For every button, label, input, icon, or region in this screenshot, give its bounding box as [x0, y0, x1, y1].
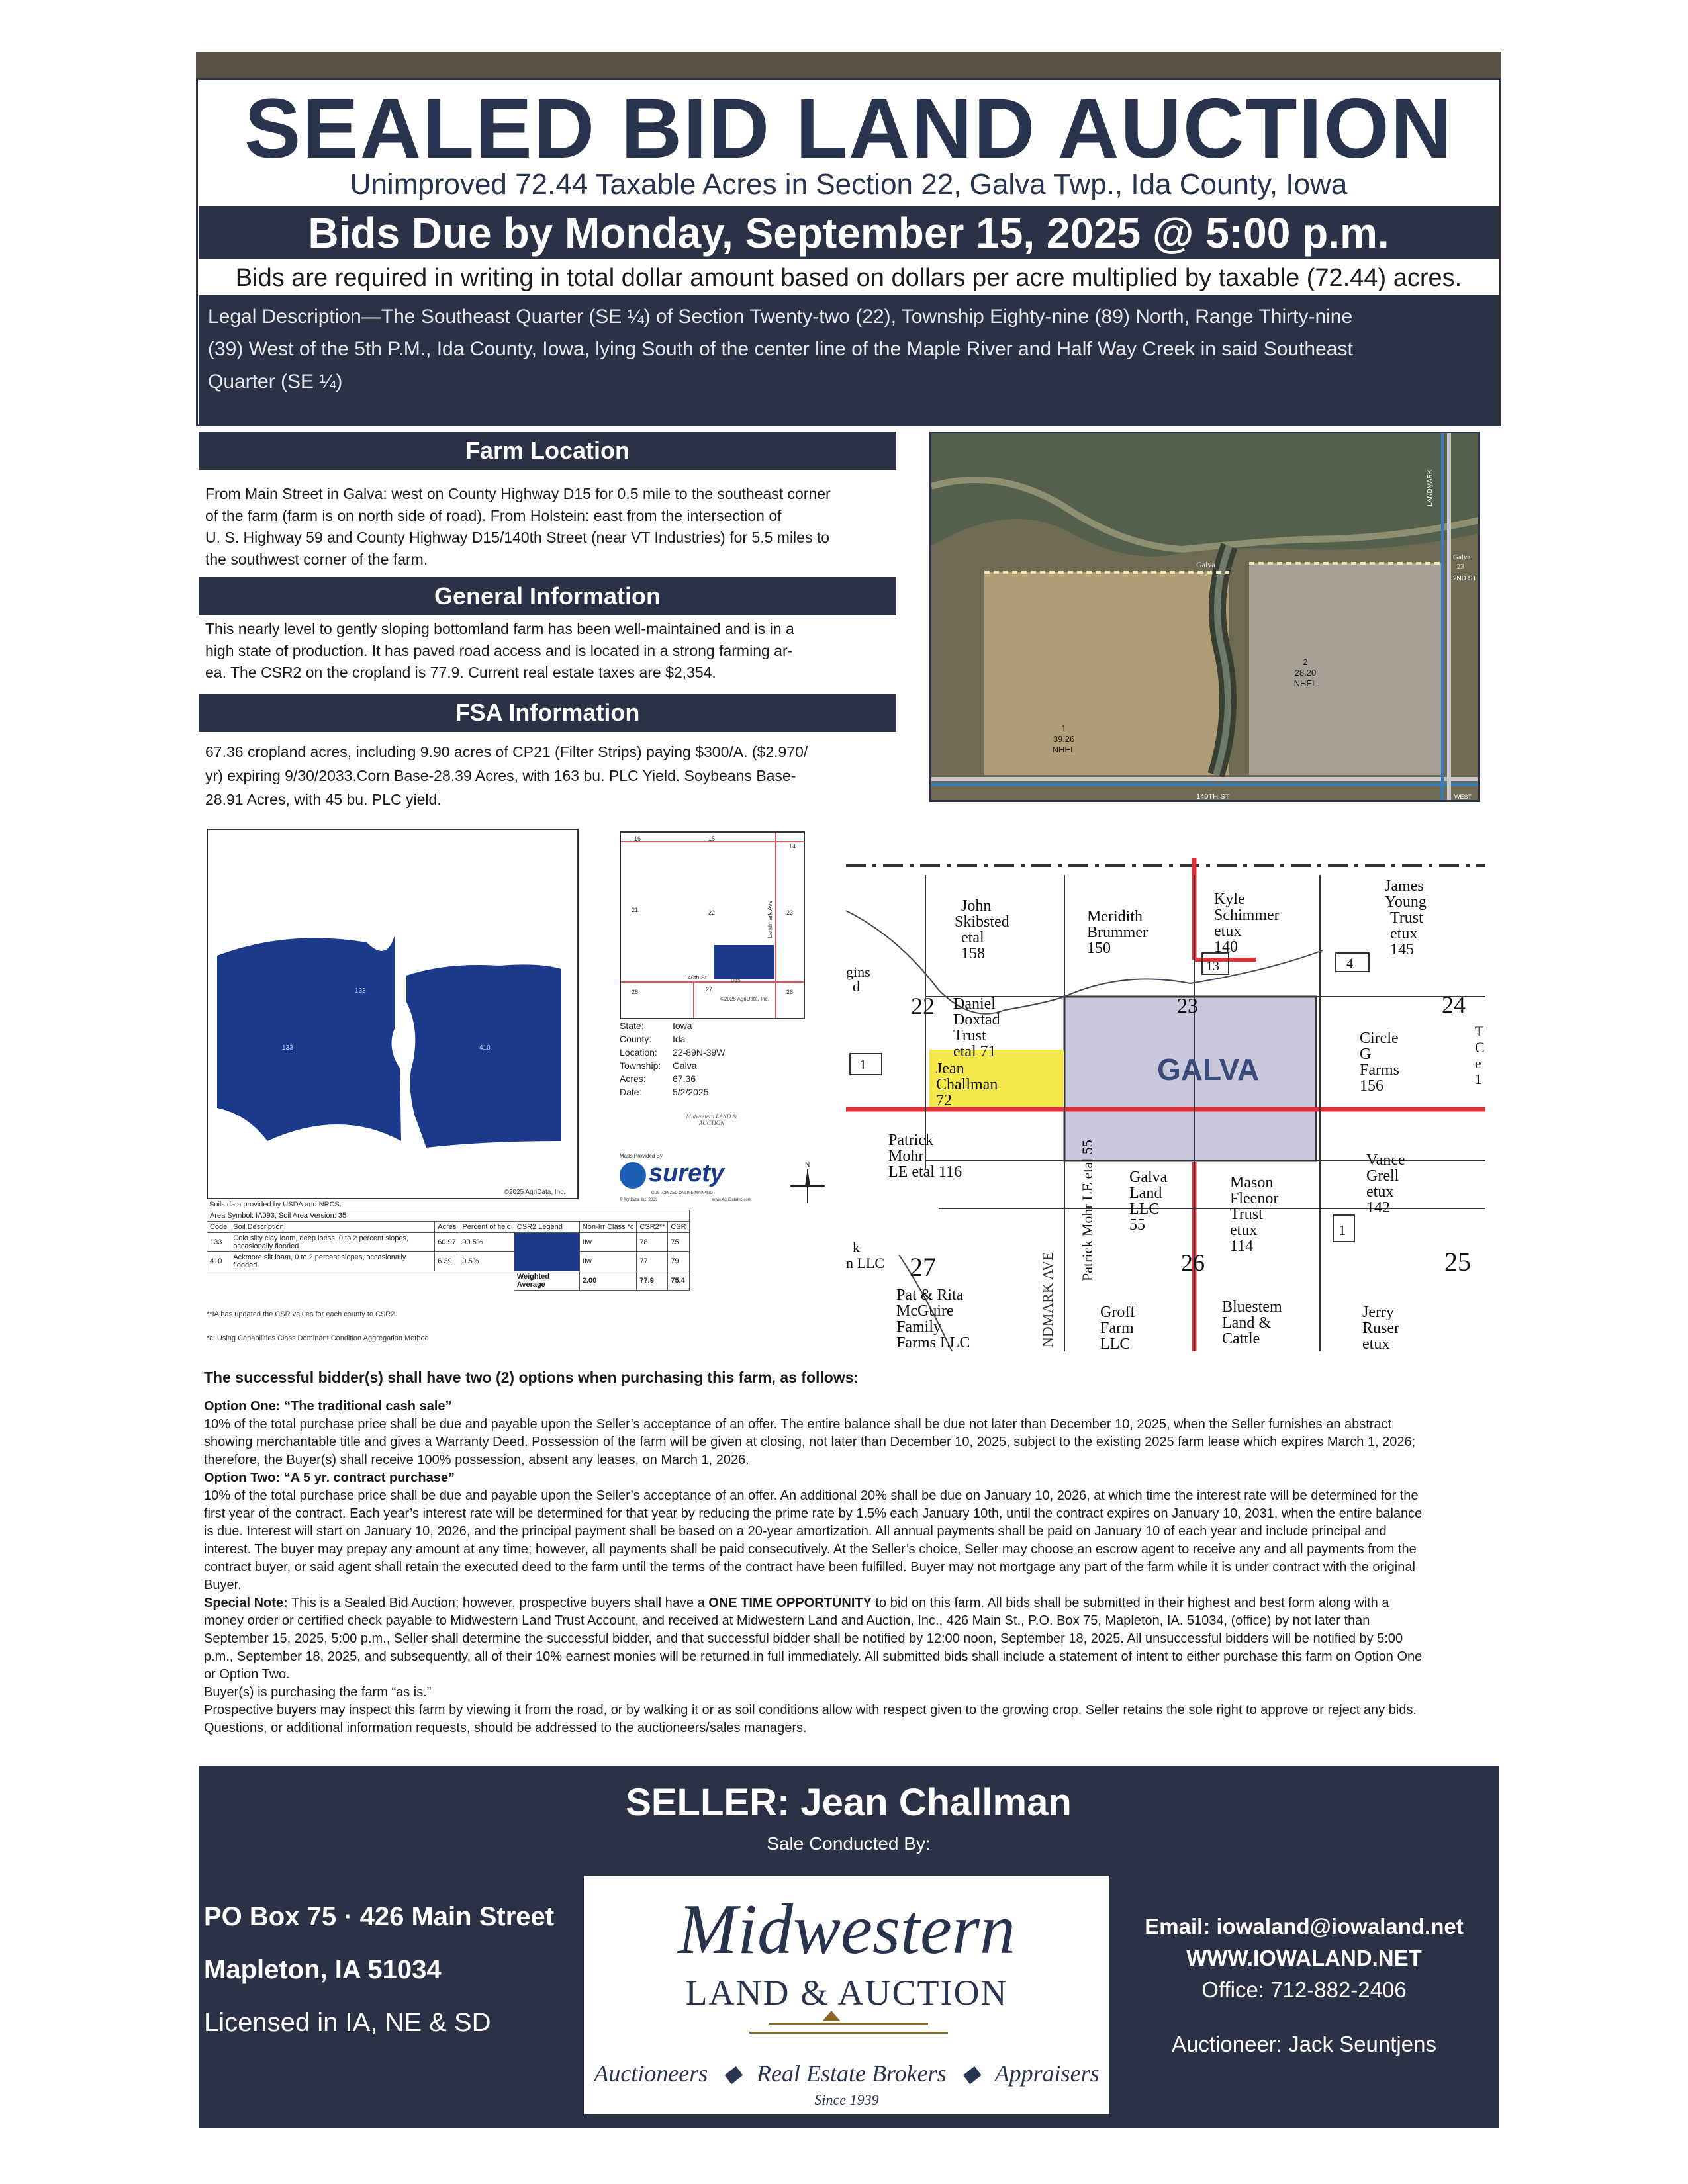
table-row: [207, 1252, 690, 1271]
soil-note2: *c: Using Capabilities Class Dominant Condition Aggregation Method: [207, 1334, 429, 1342]
logo-subtitle: LAND & AUCTION: [685, 1973, 1008, 2013]
plat-sec23: 23: [1177, 993, 1198, 1017]
loc-landmark: Landmark Ave: [767, 900, 773, 938]
cell: 75.4: [668, 1271, 689, 1291]
info-value: Iowa: [673, 1021, 692, 1031]
loc-sec27: 27: [706, 986, 713, 993]
diamond-icon: ◆: [723, 2060, 741, 2087]
svg-text:Skibsted: Skibsted: [955, 913, 1009, 931]
aerial-label-galva22: Galva: [1196, 560, 1215, 569]
aerial-landmark-label: LANDMARK: [1427, 469, 1434, 506]
col-header: Code: [207, 1222, 230, 1233]
table-row: [207, 1233, 690, 1252]
cell: 78: [637, 1233, 668, 1252]
text-line: high state of production. It has paved road access and is located in a strong farming ar-: [205, 642, 793, 659]
cell: Colo silty clay loam, deep loess, 0 to 2 percent slopes, occasionally flooded: [230, 1233, 435, 1252]
loc-road: 140th St: [684, 974, 707, 981]
cell: 9.5%: [459, 1252, 514, 1271]
svg-text:140: 140: [1214, 938, 1238, 956]
loc-sec23: 23: [786, 909, 794, 916]
plat-left-d: d: [853, 978, 860, 995]
svg-text:Farm: Farm: [1100, 1320, 1134, 1337]
plat-left-llc: n LLC: [846, 1255, 885, 1271]
svg-text:etux: etux: [1366, 1183, 1394, 1201]
svg-text:etal 71: etal 71: [953, 1043, 996, 1060]
svg-text:Circle: Circle: [1360, 1030, 1399, 1047]
col-header: Percent of field: [459, 1222, 514, 1233]
plat-box-1b: 1: [1338, 1222, 1346, 1238]
text-line: From Main Street in Galva: west on County Highway D15 for 0.5 mile to the southeast corner: [205, 485, 831, 502]
soil-table: [207, 1210, 690, 1291]
field2-acres: 28.20: [1294, 668, 1317, 678]
owner-bluestem: [1222, 1298, 1282, 1347]
cell: 410: [207, 1252, 230, 1271]
svg-text:LLC: LLC: [1129, 1201, 1160, 1218]
address-line1: PO Box 75 · 426 Main Street: [204, 1902, 555, 1931]
text-line: yr) expiring 9/30/2033.Corn Base-28.39 Acres, with 163 bu. PLC Yield. Soybeans Base-: [205, 767, 796, 784]
svg-text:Doxtad: Doxtad: [953, 1011, 1000, 1028]
top-accent-bar: [196, 52, 1501, 78]
info-label: Date:: [620, 1087, 642, 1097]
option-one-title: Option One: “The traditional cash sale”: [204, 1399, 452, 1414]
owner-young: [1385, 878, 1427, 958]
csr2-legend-swatch: [514, 1233, 579, 1271]
compass-north: N: [805, 1161, 810, 1169]
text-line: U. S. Highway 59 and County Highway D15/140th Street (near VT Industries) for 5.5 miles to: [205, 529, 830, 546]
plat-ave: NDMARK AVE: [1039, 1251, 1056, 1347]
as-is-note: Buyer(s) is purchasing the farm “as is.”: [204, 1685, 432, 1700]
surety-tagline: CUSTOMIZED ONLINE MAPPING: [651, 1191, 713, 1195]
cell: 79: [668, 1252, 689, 1271]
inspection-note: Prospective buyers may inspect this farm by viewing it from the road, or by walking it or as soil conditions allow with respect given to the growing crop. Seller retains the sole right to approve or reject any bids. Questions, or additional information requests, should be addressed to the auctioneers/sales managers.: [204, 1703, 1417, 1735]
logo-rule: [769, 2023, 928, 2025]
cell: 60.97: [435, 1233, 459, 1252]
svg-text:Kyle: Kyle: [1214, 891, 1245, 908]
owner-brummer: [1087, 908, 1148, 957]
svg-text:Mason: Mason: [1230, 1174, 1274, 1191]
svg-text:Bluestem: Bluestem: [1222, 1298, 1282, 1316]
table-header-row: [207, 1222, 690, 1233]
text-line: 67.36 cropland acres, including 9.90 acres of CP21 (Filter Strips) paying $300/A. ($2.970/: [205, 743, 808, 760]
location-map: [620, 831, 805, 1019]
licensed-states: Licensed in IA, NE & SD: [204, 2008, 491, 2037]
soil-area-symbol: Area Symbol: IA093, Soil Area Version: 35: [207, 1210, 690, 1222]
soil-map-image: [208, 830, 577, 1198]
svg-text:Challman: Challman: [936, 1076, 998, 1093]
svg-text:Land: Land: [1129, 1185, 1162, 1202]
diamond-icon: ◆: [961, 2060, 980, 2087]
field1-acres: 39.26: [1053, 734, 1075, 744]
email-address[interactable]: Email: iowaland@iowaland.net: [1145, 1914, 1464, 1938]
office-phone: Office: 712-882-2406: [1201, 1978, 1407, 2002]
soil-table-wrap: [207, 1210, 690, 1291]
bids-due-banner: Bids Due by Monday, September 15, 2025 @ 5:00 p.m.: [199, 206, 1499, 259]
svg-text:Trust: Trust: [953, 1027, 986, 1044]
terms-body: [204, 1398, 1430, 1737]
svg-text:G: G: [1360, 1046, 1372, 1063]
svg-text:Pat & Rita: Pat & Rita: [896, 1287, 964, 1304]
farm-location-heading: Farm Location: [199, 432, 896, 470]
address-line2: Mapleton, IA 51034: [204, 1955, 442, 1984]
field2-number: 2: [1303, 657, 1308, 667]
logo-since: Since 1939: [814, 2091, 879, 2108]
svg-text:Trust: Trust: [1390, 909, 1423, 927]
text-line: of the farm (farm is on north side of road). From Holstein: east from the intersection of: [205, 507, 782, 524]
option-one-body: 10% of the total purchase price shall be due and payable upon the Seller’s acceptance of an offer. The entire balance shall be due not later than December 10, 2025, when the Seller furnishes an abstract showing merchantable title and gives a Warranty Deed. Possession of the farm will be given at closing, not later than December 10, 2025, subject to the existing 2025 farm lease which expires March 1, 2026; therefore, the Buyer(s) shall receive 100% possession, absent any leases, on March 1, 2026.: [204, 1417, 1416, 1467]
info-label: Location:: [620, 1047, 657, 1058]
text-line: 28.91 Acres, with 45 bu. PLC yield.: [205, 791, 442, 808]
loc-d15: D15: [731, 978, 741, 983]
soil-note1: **IA has updated the CSR values for each county to CSR2.: [207, 1310, 397, 1318]
cell: Ackmore silt loam, 0 to 2 percent slopes, occasionally flooded: [230, 1252, 435, 1271]
owner-fleenor: [1230, 1174, 1278, 1255]
svg-text:55: 55: [1129, 1216, 1145, 1234]
svg-text:etux: etux: [1362, 1336, 1390, 1351]
plat-edge-t: T: [1475, 1023, 1484, 1040]
svg-text:Cattle: Cattle: [1222, 1330, 1260, 1347]
surety-logo: surety: [649, 1160, 725, 1187]
svg-text:158: 158: [961, 945, 985, 962]
svg-text:LE etal 116: LE etal 116: [888, 1163, 962, 1181]
loc-sec14: 14: [789, 843, 796, 850]
svg-text:Farms: Farms: [1360, 1062, 1399, 1079]
svg-text:Farms LLC: Farms LLC: [896, 1334, 970, 1351]
svg-text:142: 142: [1366, 1199, 1390, 1216]
website-link[interactable]: WWW.IOWALAND.NET: [1186, 1946, 1422, 1970]
owner-schimmer: [1214, 891, 1280, 956]
page-title: SEALED BID LAND AUCTION: [244, 81, 1454, 176]
cell: IIw: [579, 1233, 637, 1252]
soil-label-410: 410: [479, 1044, 491, 1052]
svg-text:etux: etux: [1214, 923, 1242, 940]
svg-text:Meridith: Meridith: [1087, 908, 1143, 925]
loc-sec28: 28: [632, 989, 639, 995]
aerial-map: [929, 432, 1480, 802]
cell: 133: [207, 1233, 230, 1252]
soil-map-copyright: ©2025 AgriData, Inc.: [504, 1189, 565, 1196]
option-two-title: Option Two: “A 5 yr. contract purchase”: [204, 1471, 455, 1485]
cell: 6.39: [435, 1252, 459, 1271]
info-label: State:: [620, 1021, 644, 1031]
special-note-text: to bid on this farm. All bids shall be submitted in their highest and best form along with a money order or certified check payable to Midwestern Land Trust Account, and received at Midwestern Land and Auction, Inc., 426 Main St., P.O. Box 75, Mapleton, IA. 51034, (office) by not later than September 15, 2025, 5:00 p.m., Seller shall determine the successful bidder, and that successful bidder shall be notified by 12:00 noon, September 18, 2025. All unsuccessful bidders will be notified by 5:00 p.m., September 18, 2025, and subsequently, all of their 10% earnest monies will be returned in full immediately. All submitted bids shall include a statement of intent to either purchase this farm on Option One or Option Two.: [204, 1596, 1423, 1682]
plat-left-gins: gins: [846, 964, 870, 980]
info-value: 22-89N-39W: [673, 1047, 726, 1058]
svg-text:Schimmer: Schimmer: [1214, 907, 1280, 924]
svg-text:etux: etux: [1390, 925, 1418, 942]
info-label: Township:: [620, 1060, 661, 1071]
svg-text:Trust: Trust: [1230, 1206, 1263, 1223]
plat-sec26: 26: [1181, 1250, 1205, 1276]
owner-galva-land: [1129, 1169, 1168, 1234]
owner-grell: [1366, 1152, 1405, 1216]
svg-text:Land &: Land &: [1222, 1314, 1271, 1332]
logo-rule: [749, 2032, 948, 2034]
midwestern-small-logo: Midwestern LAND & AUCTION: [686, 1113, 737, 1126]
plat-edge-c: C: [1475, 1039, 1485, 1056]
cell: 2.00: [579, 1271, 637, 1291]
loc-sec26: 26: [786, 989, 794, 995]
svg-text:etux: etux: [1230, 1222, 1258, 1239]
svg-text:Family: Family: [896, 1318, 942, 1336]
tagline-item: Auctioneers: [594, 2060, 708, 2087]
svg-text:James: James: [1385, 878, 1424, 895]
svg-text:114: 114: [1230, 1238, 1254, 1255]
col-header: CSR2**: [637, 1222, 668, 1233]
seller-name: SELLER: Jean Challman: [626, 1781, 1072, 1824]
plat-box-4: 4: [1346, 956, 1353, 971]
owner-mohr2: Patrick Mohr LE etal 55: [1079, 1140, 1096, 1281]
bids-note: Bids are required in writing in total dollar amount based on dollars per acre multiplied by taxable (72.44) acres.: [235, 264, 1462, 292]
auctioneer-name: Auctioneer: Jack Seuntjens: [1172, 2032, 1436, 2056]
col-header: CSR: [668, 1222, 689, 1233]
loc-sec16: 16: [634, 835, 641, 842]
surety-globe-icon: [620, 1162, 646, 1189]
compass-rose-icon: [788, 1160, 827, 1206]
plat-box-13: 13: [1206, 959, 1219, 974]
svg-text:150: 150: [1087, 940, 1111, 957]
owner-ruser: [1362, 1304, 1399, 1351]
owner-circle-g: [1360, 1030, 1399, 1095]
farm-location-text: [205, 483, 894, 570]
aerial-label-sec22: 22: [1200, 569, 1208, 578]
soil-source: Soils data provided by USDA and NRCS.: [209, 1201, 342, 1208]
legal-line: (39) West of the 5th P.M., Ida County, Iowa, lying South of the center line of the Maple River and Half Way Creek in said Southeast: [208, 338, 1353, 360]
plat-sec27: 27: [910, 1252, 936, 1282]
fsa-info-text: [205, 740, 894, 811]
loc-copyright: ©2025 AgriData, Inc.: [720, 996, 769, 1002]
loc-sec22: 22: [708, 909, 716, 916]
col-header: Non-Irr Class *c: [579, 1222, 637, 1233]
owner-mcguire: [896, 1287, 970, 1351]
text-line: This nearly level to gently sloping bottomland farm has been well-maintained and is in a: [205, 620, 794, 637]
svg-text:Galva: Galva: [1129, 1169, 1168, 1186]
text-line: the southwest corner of the farm.: [205, 551, 428, 568]
info-label: Acres:: [620, 1073, 646, 1084]
legal-line: Quarter (SE ¼): [208, 371, 343, 392]
svg-text:Vance: Vance: [1366, 1152, 1405, 1169]
info-label: County:: [620, 1034, 652, 1044]
field2-class: NHEL: [1293, 678, 1317, 688]
owner-skibsted: [955, 897, 1009, 962]
text-line: ea. The CSR2 on the cropland is 77.9. Current real estate taxes are $2,354.: [205, 664, 716, 681]
agridata-url: www.AgriDataInc.com: [712, 1198, 751, 1202]
soil-label-133a: 133: [355, 987, 366, 995]
terms-intro: The successful bidder(s) shall have two (2) options when purchasing this farm, as follows:: [204, 1369, 859, 1386]
plat-sec25: 25: [1444, 1247, 1471, 1277]
plat-map-image: [846, 858, 1485, 1351]
svg-text:Ruser: Ruser: [1362, 1320, 1399, 1337]
svg-text:Jean: Jean: [936, 1060, 964, 1077]
cell: 75: [668, 1233, 689, 1252]
col-header: Acres: [435, 1222, 459, 1233]
aerial-road-label: 140TH ST: [1196, 793, 1230, 801]
svg-text:Daniel: Daniel: [953, 995, 996, 1013]
svg-text:145: 145: [1390, 941, 1414, 958]
maps-provided-by: Maps Provided By: [620, 1153, 663, 1159]
svg-text:McGuire: McGuire: [896, 1302, 954, 1320]
page-subtitle: Unimproved 72.44 Taxable Acres in Section 22, Galva Twp., Ida County, Iowa: [350, 168, 1348, 201]
plat-edge-e: e: [1475, 1055, 1481, 1071]
aerial-label-sec23: 23: [1457, 563, 1464, 570]
location-info: [620, 1019, 739, 1099]
svg-text:LLC: LLC: [1100, 1336, 1131, 1351]
info-value: Galva: [673, 1060, 697, 1071]
legal-description: [199, 295, 1499, 425]
cell: Weighted Average: [514, 1271, 579, 1291]
cell: IIw: [579, 1252, 637, 1271]
legal-line: Legal Description—The Southeast Quarter (SE ¼) of Section Twenty-two (22), Township Eighty-nine (89) North, Range Thirty-nine: [208, 306, 1353, 328]
owner-doxtad: [953, 995, 1000, 1060]
location-map-image: [621, 833, 804, 1018]
svg-text:Mohr: Mohr: [888, 1148, 924, 1165]
plat-sec22: 22: [911, 993, 935, 1019]
aerial-image: [931, 433, 1480, 802]
info-value: 67.36: [673, 1073, 696, 1084]
plat-sec24: 24: [1442, 991, 1466, 1018]
logo-script: Midwestern: [678, 1890, 1015, 1969]
svg-text:etal: etal: [961, 929, 984, 946]
owner-groff: [1100, 1304, 1135, 1351]
svg-text:72: 72: [936, 1092, 952, 1109]
cell: 90.5%: [459, 1233, 514, 1252]
company-logo: [584, 1876, 1109, 2114]
aerial-label-2ndst: 2ND ST: [1453, 575, 1477, 582]
logo-triangle-icon: [822, 2011, 841, 2021]
plat-town-galva: GALVA: [1157, 1052, 1260, 1087]
info-value: 5/2/2025: [673, 1087, 709, 1097]
col-header: CSR2 Legend: [514, 1222, 579, 1233]
svg-text:John: John: [961, 897, 992, 915]
special-note-label: Special Note:: [204, 1596, 288, 1610]
general-info-text: [205, 618, 894, 684]
plat-map: [846, 858, 1485, 1351]
soil-map: [207, 829, 579, 1199]
plat-left-k: k: [853, 1239, 860, 1255]
special-note-text: This is a Sealed Bid Auction; however, prospective buyers shall have a: [287, 1596, 709, 1610]
svg-text:Jerry: Jerry: [1362, 1304, 1394, 1321]
plat-edge-1: 1: [1475, 1071, 1482, 1087]
tagline-item: Appraisers: [994, 2060, 1100, 2087]
logo-tagline: [584, 2060, 1109, 2087]
one-time-opportunity: ONE TIME OPPORTUNITY: [708, 1596, 872, 1610]
agridata-small: © AgriData, Inc. 2023: [620, 1198, 658, 1202]
aerial-label-galva23: Galva: [1453, 553, 1471, 561]
option-two-body: 10% of the total purchase price shall be due and payable upon the Seller’s acceptance of an offer. An additional 20% shall be due on January 10, 2026, at which time the interest rate will be determined for the first year of the contract. Each year’s interest rate will be determined for that year by reducing the prime rate by 1.5% each January 10th, until the contract expires on January 10, 2031, when the entire balance is due. Interest will start on January 10, 2026, and the principal payment shall be based on a 20-year amortization. All annual payments shall be paid on January 10 of each year and include principal and interest. The buyer may prepay any amount at any time; however, all payments shall be paid consecutively. At the Seller’s choice, Seller may choose an escrow agent to receive any and all payments from the contract buyer, or said agent shall retain the executed deed to the farm until the terms of the contract have been fulfilled. Buyer may not mortgage any part of the farm while it is under contract with the original Buyer.: [204, 1488, 1423, 1592]
svg-text:Groff: Groff: [1100, 1304, 1135, 1321]
svg-text:Fleenor: Fleenor: [1230, 1190, 1279, 1207]
svg-text:Patrick: Patrick: [888, 1132, 933, 1149]
col-header: Soil Description: [230, 1222, 435, 1233]
svg-text:Young: Young: [1385, 893, 1427, 911]
svg-text:Grell: Grell: [1366, 1167, 1399, 1185]
svg-text:Brummer: Brummer: [1087, 924, 1148, 941]
fsa-info-heading: FSA Information: [199, 694, 896, 732]
field1-class: NHEL: [1052, 745, 1076, 754]
special-note: [204, 1594, 1430, 1684]
svg-text:156: 156: [1360, 1077, 1383, 1095]
cell: 77.9: [637, 1271, 668, 1291]
cell: 77: [637, 1252, 668, 1271]
plat-box-1: 1: [859, 1056, 867, 1073]
aerial-west-label: WEST: [1454, 794, 1472, 800]
loc-sec15: 15: [708, 835, 716, 842]
sale-conducted-by: Sale Conducted By:: [767, 1833, 931, 1854]
general-info-heading: General Information: [199, 577, 896, 615]
field1-number: 1: [1061, 723, 1066, 733]
weighted-average-row: [207, 1271, 690, 1291]
info-value: Ida: [673, 1034, 686, 1044]
soil-label-133b: 133: [282, 1044, 293, 1052]
loc-sec21: 21: [632, 907, 639, 913]
tagline-item: Real Estate Brokers: [756, 2060, 947, 2087]
